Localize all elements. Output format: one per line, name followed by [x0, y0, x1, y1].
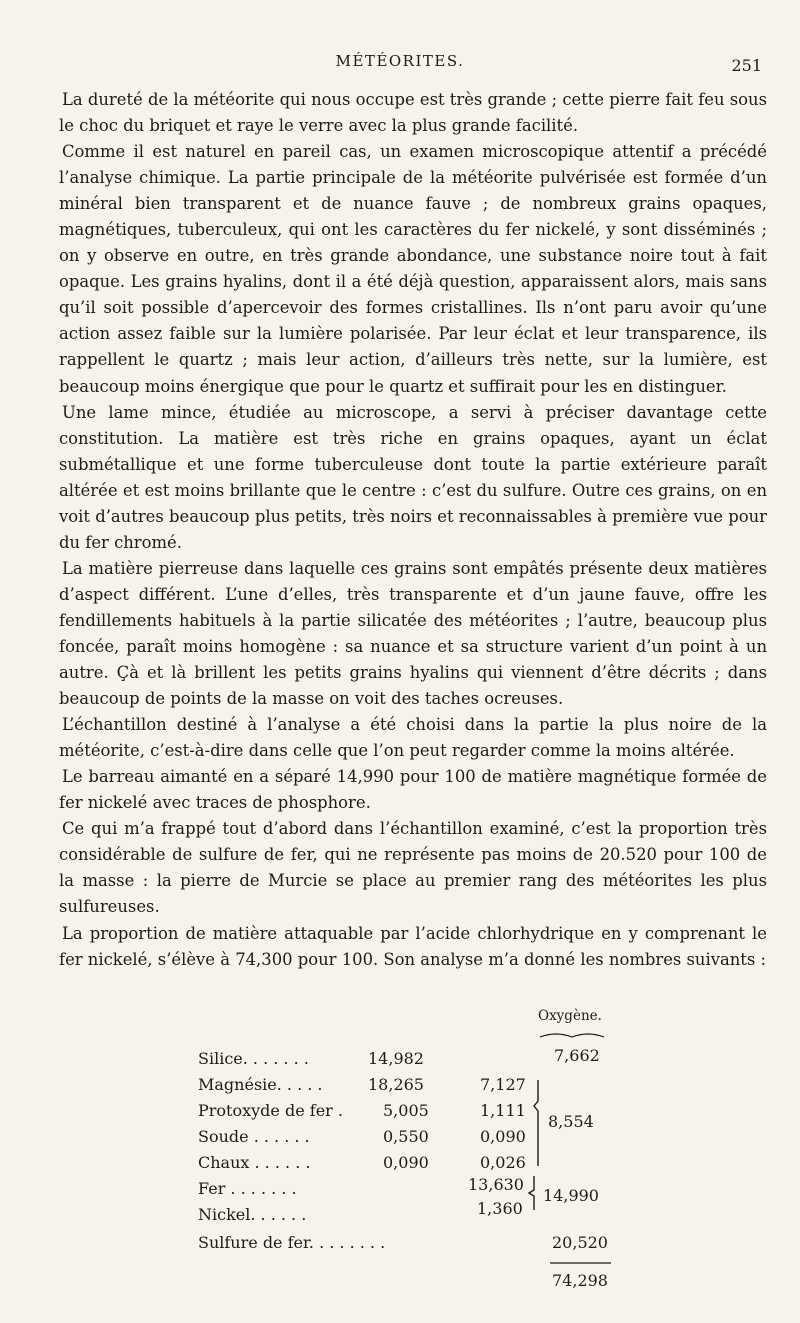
paragraph: Comme il est naturel en pareil cas, un examen microscopique attentif a précédé l’analyse chimique. La partie principale de la météorite pulvérisée est formée d’un minéral bien transparent et de nuance fauve ; de nombreux grains opaques, magnétiques, tuberculeux, qui ont les caractères du fer nickelé, y sont disséminés ; on y observe en outre, en très grande abondance, une substance noire tout à fait opaque. Les grains hyalins, dont il a été déjà question, apparaissent alors, mais sans qu’il soit possible d’apercevoir des formes cristallines. Ils n’ont paru avoir qu’une action assez faible sur la lumière polarisée. Par leur éclat et leur transparence, ils rappellent le quartz ; mais leur action, d’ailleurs très nette, sur la lumière, est beaucoup moins énergique que pour le quartz et suffirait pour les en distinguer. — [59, 142, 767, 396]
row-sub-chaux: 0,026 — [480, 1153, 526, 1172]
row-label-nickel: Nickel. . . . . . — [198, 1205, 307, 1224]
paragraph: La dureté de la météorite qui nous occupe est très grande ; cette pierre fait feu sous le choc du briquet et raye le verre avec la plus grande facilité. — [59, 90, 767, 136]
row-sub-fer: 13,630 — [468, 1175, 524, 1194]
sulfide-label: Sulfure de fer. . . . . . . . — [198, 1233, 386, 1252]
row-label-soude: Soude . . . . . . — [198, 1127, 310, 1146]
group-oxygen-total: 8,554 — [548, 1112, 594, 1131]
paragraph: Une lame mince, étudiée au microscope, a servi à préciser davantage cette constitution. La matière est très riche en grains opaques, ayant un éclat submétallique et une forme tuberculeuse dont toute la partie extérieure paraît altérée et est moins brillante que le centre : c’est du sulfure. Outre ces grains, on en voit d’autres beaucoup plus petits, très noirs et reconnaissables à première vue pour du fer chromé. — [59, 402, 767, 552]
row-label-fer: Fer . . . . . . . — [198, 1179, 297, 1198]
row-value-silice: 14,982 — [368, 1049, 424, 1068]
row-sub-soude: 0,090 — [480, 1127, 526, 1146]
group-metal-total: 14,990 — [543, 1186, 599, 1205]
row-label-magnesie: Magnésie. . . . . — [198, 1075, 323, 1094]
paragraph: Le barreau aimanté en a séparé 14,990 pour 100 de matière magnétique formée de fer nickelé avec traces de phosphore. — [59, 767, 767, 813]
page-number: 251 — [731, 56, 762, 75]
row-value-chaux: 0,090 — [383, 1153, 429, 1172]
row-oxygen-silice: 7,662 — [554, 1046, 600, 1065]
metals-brace — [529, 1176, 534, 1210]
paragraph: L’échantillon destiné à l’analyse a été choisi dans la partie la plus noire de la météorite, c’est-à-dire dans celle que l’on peut regarder comme la moins altérée. — [59, 715, 767, 761]
paragraph: Ce qui m’a frappé tout d’abord dans l’échantillon examiné, c’est la proportion très considérable de sulfure de fer, qui ne représente pas moins de 20.520 pour 100 de la masse : la pierre de Murcie se place au premier rang des météorites les plus sulfureuses. — [59, 819, 767, 917]
row-label-protoxyde: Protoxyde de fer . — [198, 1101, 343, 1120]
row-sub-magnesie: 7,127 — [480, 1075, 526, 1094]
oxygen-header-brace — [540, 1034, 604, 1037]
analysis-table — [198, 1008, 618, 1308]
row-sub-protoxyde: 1,111 — [480, 1101, 526, 1120]
row-sub-nickel: 1,360 — [477, 1199, 523, 1218]
oxygen-column-header: Oxygène. — [538, 1008, 602, 1024]
grand-total: 74,298 — [552, 1271, 608, 1290]
paragraph: La matière pierreuse dans laquelle ces grains sont empâtés présente deux matières d’aspect différent. L’une d’elles, très transparente et d’un jaune fauve, offre les fendillements habituels à la partie silicatée des météorites ; l’autre, beaucoup plus foncée, paraît moins homogène : sa nuance et sa structure varient d’un point à un autre. Çà et là brillent les petits grains hyalins qui viennent d’être décrits ; dans beaucoup de points de la masse on voit des taches ocreuses. — [59, 558, 767, 709]
row-value-protoxyde: 5,005 — [383, 1101, 429, 1120]
row-value-magnesie: 18,265 — [368, 1075, 424, 1094]
row-value-soude: 0,550 — [383, 1127, 429, 1146]
sulfide-value: 20,520 — [552, 1233, 608, 1252]
paragraph: La proportion de matière attaquable par l’acide chlorhydrique en y comprenant le fer nickelé, s’élève à 74,300 pour 100. Son analyse m’a donné les nombres suivants : — [59, 923, 767, 969]
running-head — [0, 52, 800, 78]
body-text — [59, 87, 767, 973]
page-title: MÉTÉORITES. — [335, 52, 465, 70]
row-label-silice: Silice. . . . . . . — [198, 1049, 309, 1068]
row-label-chaux: Chaux . . . . . . — [198, 1153, 311, 1172]
oxides-brace — [534, 1080, 538, 1166]
